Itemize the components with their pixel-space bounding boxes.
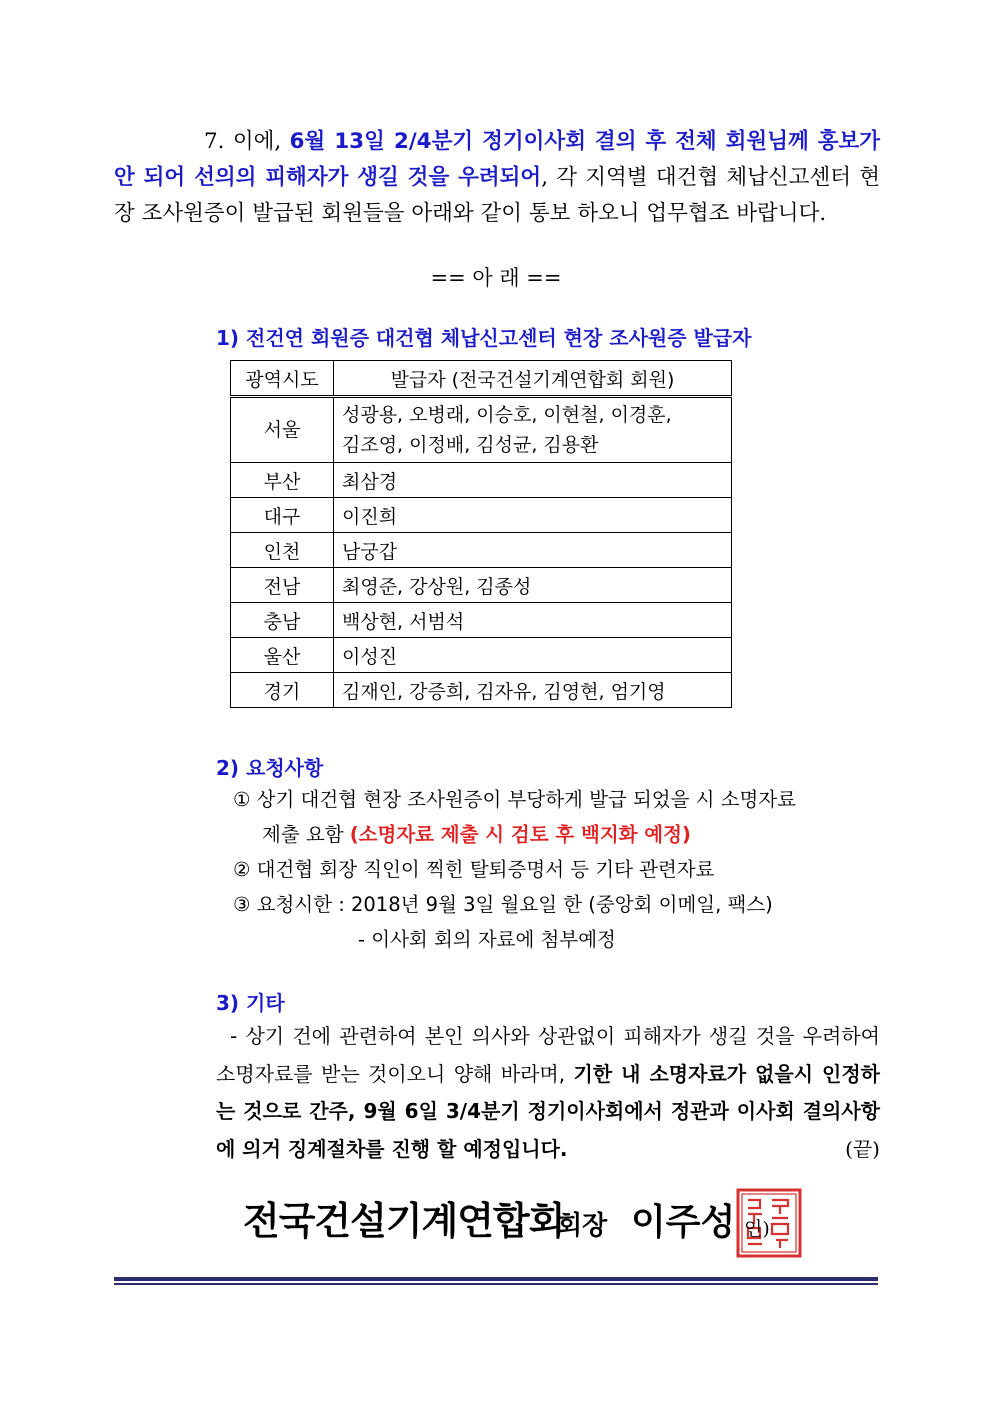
names-cell (334, 397, 732, 463)
table-row (231, 498, 732, 533)
section-3-text-plain: - 상기 건에 관련하여 본인 의사와 상관없이 피해자가 생길 것을 우려하여 소명자료를 받는 것이오니 양해 바라며, (216, 1024, 880, 1086)
table-row (231, 638, 732, 673)
region-cell: 부산 (231, 463, 334, 498)
names-line: 김조영, 이정배, 김성균, 김용환 (342, 434, 599, 456)
header-issuer: 발급자 (전국건설기계연합회 회원) (334, 361, 732, 397)
request-item-1-note: (소명자료 제출 시 검토 후 백지화 예정) (349, 823, 691, 846)
signature-name: 이주성 (631, 1202, 736, 1243)
signature-organization: 전국건설기계연합회 (243, 1199, 565, 1243)
region-cell: 울산 (231, 638, 334, 673)
table-row (231, 673, 732, 708)
section-1-title: 1) 전건연 회원증 대건협 체납신고센터 현장 조사원증 발급자 (216, 326, 752, 350)
end-mark: (끝) (845, 1136, 880, 1161)
table-row (231, 603, 732, 638)
paragraph-7-highlight: 6월 13일 2/4분기 정기이사회 결의 후 전체 회원님께 홍보가 안 되어 선의의 피해자가 생길 것을 우려되어 (114, 129, 880, 190)
names-line: 성광용, 오병래, 이승호, 이현철, 이경훈, (342, 404, 672, 426)
section-3-text (216, 1018, 880, 1168)
region-cell: 충남 (231, 603, 334, 638)
section-2-title: 2) 요청사항 (216, 756, 324, 780)
names-cell: 최영준, 강상원, 김종성 (334, 568, 732, 603)
names-cell: 백상현, 서범석 (334, 603, 732, 638)
paragraph-7 (114, 124, 880, 232)
footer-rule-thin (114, 1283, 878, 1285)
table-row (231, 568, 732, 603)
region-cell: 경기 (231, 673, 334, 708)
names-cell: 이성진 (334, 638, 732, 673)
footer-rule-thick (114, 1277, 878, 1281)
names-cell: 최삼경 (334, 463, 732, 498)
names-cell: 김재인, 강증희, 김자유, 김영현, 엄기영 (334, 673, 732, 708)
header-region: 광역시도 (231, 361, 334, 397)
section-3-text-bold: 기한 내 소명자료가 없을시 인정하는 것으로 간주, 9월 6일 3/4분기 정기이사회에서 정관과 이사회 결의사항에 의거 징계절차를 진행 할 예정입니다. (216, 1061, 880, 1161)
table-row (231, 463, 732, 498)
notice-marker: == 아 래 == (430, 266, 562, 290)
region-cell: 서울 (231, 397, 334, 463)
member-table (230, 360, 732, 708)
signature-title: 회장 (557, 1211, 608, 1241)
request-item-1-line-2 (262, 817, 691, 852)
request-item-1-line-1: ① 상기 대건협 현장 조사원증이 부당하게 발급 되었을 시 소명자료 (233, 788, 797, 811)
region-cell: 인천 (231, 533, 334, 568)
section-3-title: 3) 기타 (216, 991, 285, 1015)
paragraph-7-prefix: 7. 이에, (204, 129, 290, 154)
paragraph-7-rest: , 각 지역별 대건협 체납신고센터 현장 조사원증이 발급된 회원들을 아래와 같이 통보 하오니 업무협조 바랍니다. (114, 165, 880, 226)
names-cell: 남궁갑 (334, 533, 732, 568)
region-cell: 대구 (231, 498, 334, 533)
table-row (231, 397, 732, 463)
request-item-3: ③ 요청시한 : 2018년 9월 3일 월요일 한 (중앙회 이메일, 팩스) (233, 893, 773, 916)
seal-label: 인) (744, 1218, 770, 1240)
names-cell: 이진희 (334, 498, 732, 533)
request-item-3-sub: - 이사회 회의 자료에 첨부예정 (358, 928, 616, 951)
region-cell: 전남 (231, 568, 334, 603)
request-item-2: ② 대건협 회장 직인이 찍힌 탈퇴증명서 등 기타 관련자료 (233, 858, 715, 881)
table-header-row (231, 361, 732, 397)
table-row (231, 533, 732, 568)
request-item-1-text: 제출 요함 (262, 823, 350, 846)
